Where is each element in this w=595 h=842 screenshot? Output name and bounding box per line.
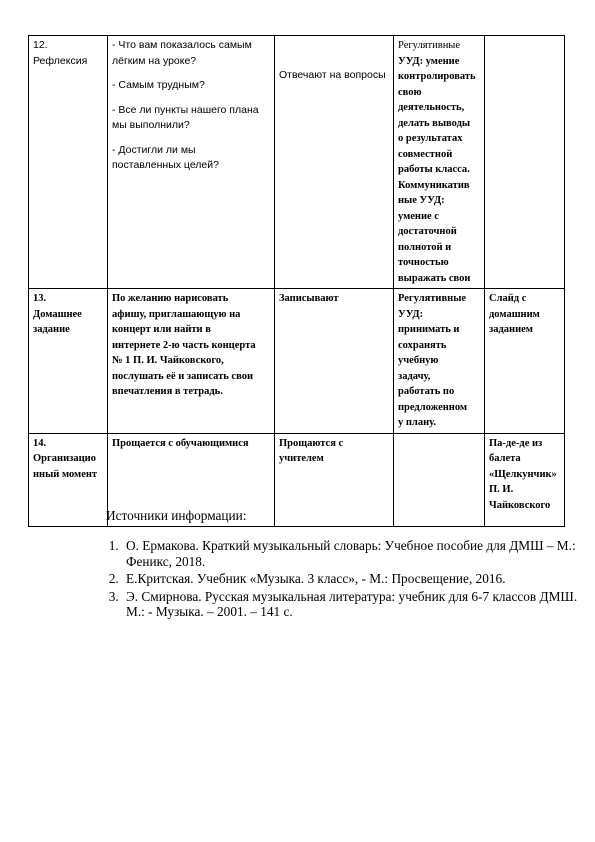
stage-cell: 14. Организацио нный момент	[29, 433, 108, 526]
student-activity-cell	[275, 36, 394, 289]
resources-cell	[485, 36, 565, 289]
source-item: 2. Е.Критская. Учебник «Музыка. 3 класс», - М.: Просвещение, 2016.	[122, 571, 592, 587]
stage-number: 13.	[33, 293, 47, 304]
question-item: - Все ли пункты нашего плана мы выполнили?	[112, 103, 259, 131]
stage-name: Домашнее	[33, 308, 82, 320]
source-item: 1. О. Ермакова. Краткий музыкальный словарь: Учебное пособие для ДМШ – М.: Феникс, 2018.	[122, 538, 592, 569]
uud-cell	[394, 433, 485, 526]
question-item: - Что вам показалось самым лёгким на уроке?	[112, 39, 252, 67]
source-item: 3. Э. Смирнова. Русская музыкальная литература: учебник для 6-7 классов ДМШ. М.: - Музыка. – 2001. – 141 с.	[122, 589, 592, 620]
sources-heading: Источники информации:	[106, 508, 247, 523]
lesson-plan-table	[28, 35, 565, 527]
student-activity-text: Записывают	[279, 293, 339, 304]
resources-cell: Слайд с домашним заданием	[485, 289, 565, 434]
student-activity-text: Отвечают на вопросы	[279, 69, 386, 81]
sources-list	[104, 538, 592, 622]
table-row-reflection	[29, 36, 565, 289]
stage-name: Рефлексия	[33, 54, 88, 67]
uud-cell: Регулятивные УУД: умение контролировать свою деятельность, делать выводы о результатах совместной работы класса. Коммуникатив ные УУД: умение с достаточной полнотой и точностью выражать свои	[394, 36, 485, 289]
stage-cell: 13. Домашнее задание	[29, 289, 108, 434]
content-cell	[108, 36, 275, 289]
content-cell: Прощается с обучающимися	[108, 433, 275, 526]
table-row-homework	[29, 289, 565, 434]
resources-cell: Па-де-де из балета «Щелкунчик» П. И. Чайковского	[485, 433, 565, 526]
question-item: - Самым трудным?	[112, 79, 205, 91]
stage-cell	[29, 36, 108, 289]
student-activity-cell: Прощаются с учителем	[275, 433, 394, 526]
stage-name: Организацио	[33, 453, 96, 464]
student-activity-cell	[275, 289, 394, 434]
content-cell: По желанию нарисовать афишу, приглашающую на концерт или найти в интернете 2-ю часть концерта № 1 П. И. Чайковского, послушать её и записать свои впечатления в тетрадь.	[108, 289, 275, 434]
uud-cell: Регулятивные УУД: принимать и сохранять учебную задачу, работать по предложенном у плану.	[394, 289, 485, 434]
stage-number: 14.	[33, 437, 47, 449]
question-item: - Достигли ли мы поставленных целей?	[112, 143, 219, 171]
stage-number: 12.	[33, 39, 48, 51]
